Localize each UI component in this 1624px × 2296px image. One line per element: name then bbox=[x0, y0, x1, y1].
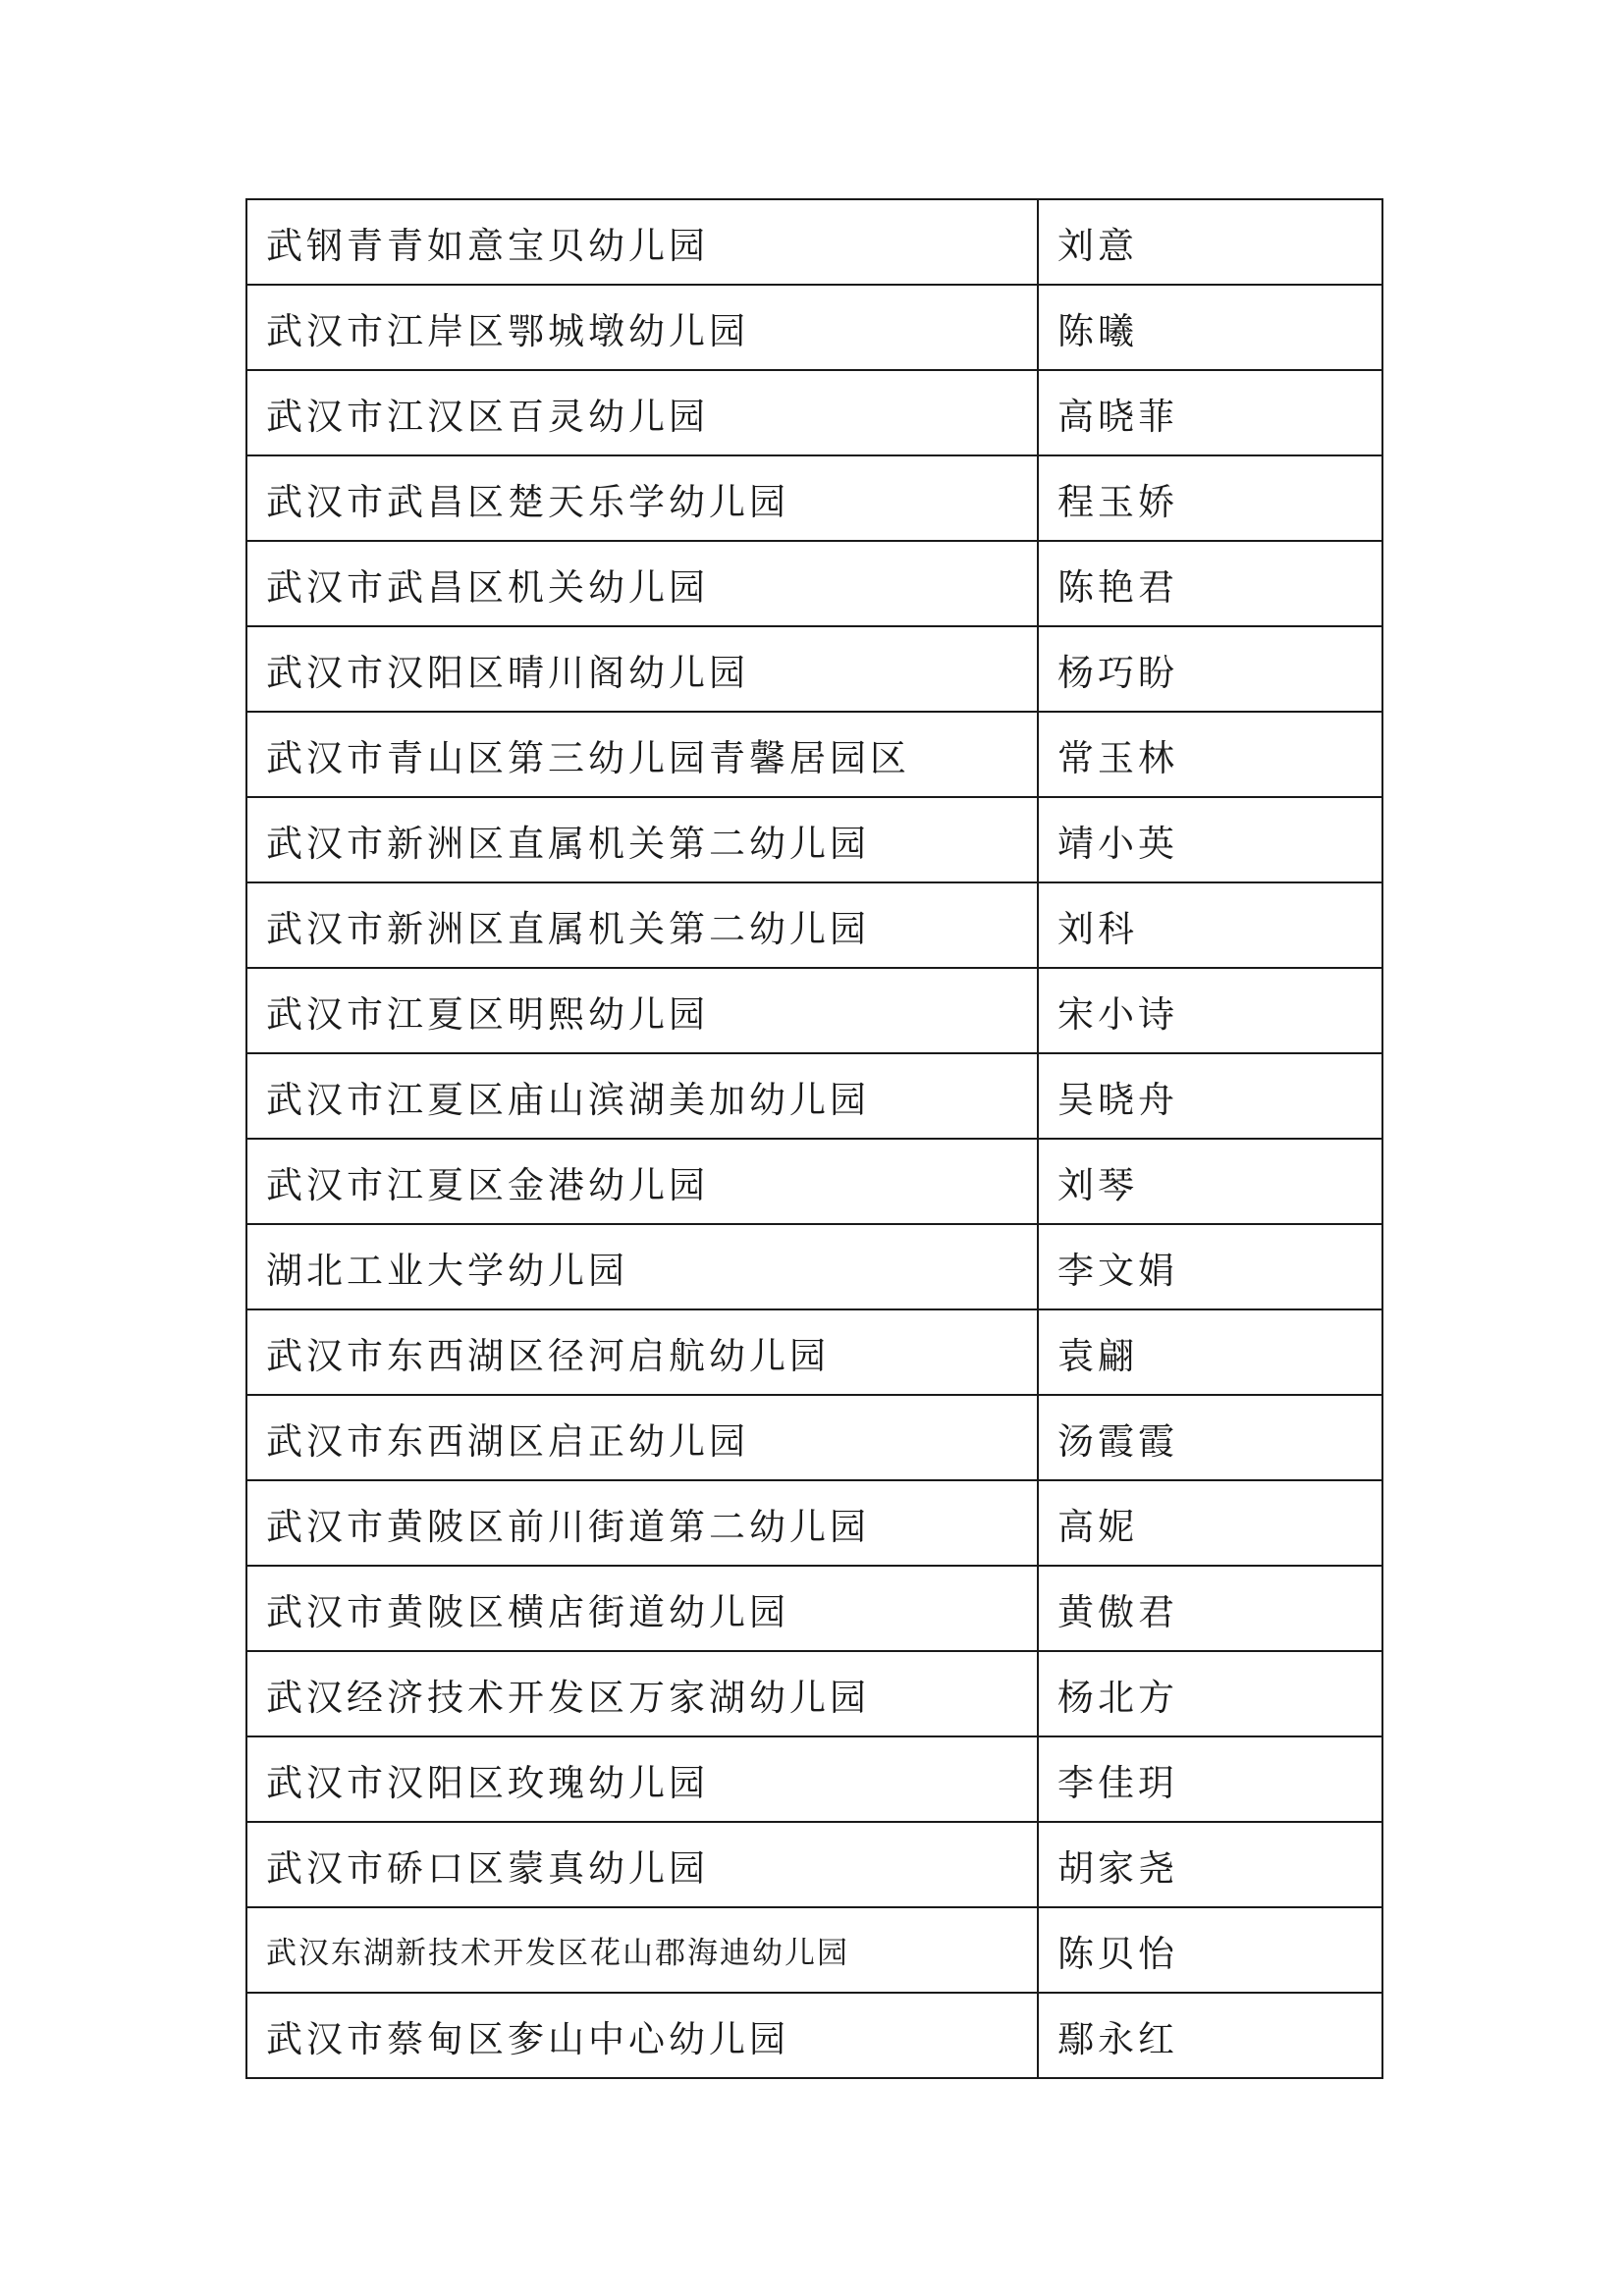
table-row bbox=[246, 968, 1382, 1053]
name-cell: 陈曦 bbox=[1038, 285, 1382, 370]
school-cell: 湖北工业大学幼儿园 bbox=[246, 1224, 1038, 1309]
name-cell: 李文娟 bbox=[1038, 1224, 1382, 1309]
table-row bbox=[246, 199, 1382, 285]
table-row bbox=[246, 1736, 1382, 1822]
school-cell: 武汉市江夏区金港幼儿园 bbox=[246, 1139, 1038, 1224]
table-row bbox=[246, 1053, 1382, 1139]
name-cell: 常玉林 bbox=[1038, 712, 1382, 797]
school-cell: 武汉市黄陂区横店街道幼儿园 bbox=[246, 1566, 1038, 1651]
table-row bbox=[246, 1907, 1382, 1993]
table-row bbox=[246, 370, 1382, 455]
table-row bbox=[246, 1224, 1382, 1309]
name-cell: 刘意 bbox=[1038, 199, 1382, 285]
name-cell: 陈贝怡 bbox=[1038, 1907, 1382, 1993]
name-cell: 汤霞霞 bbox=[1038, 1395, 1382, 1480]
school-cell: 武汉市东西湖区径河启航幼儿园 bbox=[246, 1309, 1038, 1395]
school-cell: 武汉市江夏区庙山滨湖美加幼儿园 bbox=[246, 1053, 1038, 1139]
table-row bbox=[246, 1139, 1382, 1224]
table-row bbox=[246, 882, 1382, 968]
table-row bbox=[246, 455, 1382, 541]
name-cell: 陈艳君 bbox=[1038, 541, 1382, 626]
table-row bbox=[246, 1480, 1382, 1566]
roster-table bbox=[245, 198, 1383, 2079]
table-row bbox=[246, 1651, 1382, 1736]
school-cell: 武汉市新洲区直属机关第二幼儿园 bbox=[246, 797, 1038, 882]
name-cell: 高晓菲 bbox=[1038, 370, 1382, 455]
table-row bbox=[246, 285, 1382, 370]
school-cell: 武汉市硚口区蒙真幼儿园 bbox=[246, 1822, 1038, 1907]
name-cell: 靖小英 bbox=[1038, 797, 1382, 882]
table-row bbox=[246, 541, 1382, 626]
school-cell: 武汉市江岸区鄂城墩幼儿园 bbox=[246, 285, 1038, 370]
school-cell: 武汉市江汉区百灵幼儿园 bbox=[246, 370, 1038, 455]
school-cell: 武汉东湖新技术开发区花山郡海迪幼儿园 bbox=[246, 1907, 1038, 1993]
school-cell: 武汉市江夏区明熙幼儿园 bbox=[246, 968, 1038, 1053]
name-cell: 刘琴 bbox=[1038, 1139, 1382, 1224]
table-row bbox=[246, 626, 1382, 712]
school-cell: 武汉市蔡甸区奓山中心幼儿园 bbox=[246, 1993, 1038, 2078]
name-cell: 高妮 bbox=[1038, 1480, 1382, 1566]
name-cell: 刘科 bbox=[1038, 882, 1382, 968]
table-row bbox=[246, 1993, 1382, 2078]
school-cell: 武汉市武昌区楚天乐学幼儿园 bbox=[246, 455, 1038, 541]
school-cell: 武汉市黄陂区前川街道第二幼儿园 bbox=[246, 1480, 1038, 1566]
name-cell: 李佳玥 bbox=[1038, 1736, 1382, 1822]
table-row bbox=[246, 712, 1382, 797]
name-cell: 杨巧盼 bbox=[1038, 626, 1382, 712]
school-cell: 武钢青青如意宝贝幼儿园 bbox=[246, 199, 1038, 285]
school-cell: 武汉市青山区第三幼儿园青馨居园区 bbox=[246, 712, 1038, 797]
name-cell: 胡家尧 bbox=[1038, 1822, 1382, 1907]
table-row bbox=[246, 1309, 1382, 1395]
school-cell: 武汉市新洲区直属机关第二幼儿园 bbox=[246, 882, 1038, 968]
name-cell: 程玉娇 bbox=[1038, 455, 1382, 541]
school-cell: 武汉市东西湖区启正幼儿园 bbox=[246, 1395, 1038, 1480]
school-cell: 武汉市武昌区机关幼儿园 bbox=[246, 541, 1038, 626]
table-row bbox=[246, 797, 1382, 882]
name-cell: 杨北方 bbox=[1038, 1651, 1382, 1736]
school-cell: 武汉市汉阳区晴川阁幼儿园 bbox=[246, 626, 1038, 712]
table-row bbox=[246, 1566, 1382, 1651]
table-row bbox=[246, 1822, 1382, 1907]
name-cell: 吴晓舟 bbox=[1038, 1053, 1382, 1139]
table-row bbox=[246, 1395, 1382, 1480]
school-cell: 武汉市汉阳区玫瑰幼儿园 bbox=[246, 1736, 1038, 1822]
name-cell: 鄢永红 bbox=[1038, 1993, 1382, 2078]
name-cell: 黄傲君 bbox=[1038, 1566, 1382, 1651]
name-cell: 袁翩 bbox=[1038, 1309, 1382, 1395]
school-cell: 武汉经济技术开发区万家湖幼儿园 bbox=[246, 1651, 1038, 1736]
name-cell: 宋小诗 bbox=[1038, 968, 1382, 1053]
